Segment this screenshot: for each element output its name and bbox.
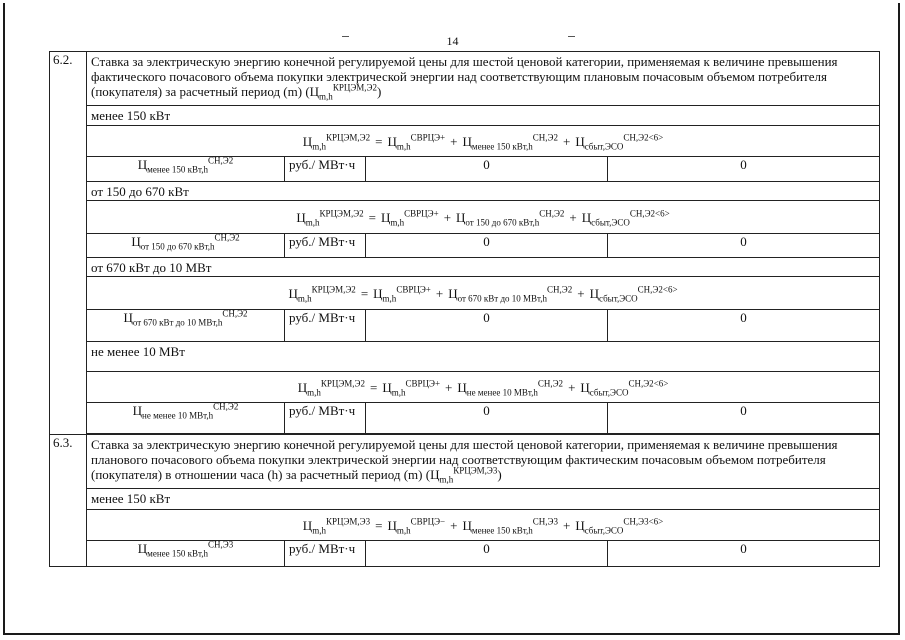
- page-number: 14: [446, 34, 459, 48]
- scan-mark: [342, 36, 349, 37]
- value-cell: 0: [608, 541, 880, 567]
- power-range-label: менее 150 кВт: [87, 489, 880, 510]
- table-row: [50, 310, 880, 342]
- section-description: Ставка за электрическую энергию конечной регулируемой цены для шестой ценовой категории, применяемая к величине превышения планового почасового объема покупки электрической энергии над соответствующим фактическим почасовым объемом потребителя (покупателя) в отношении часа (h) за расчетный период (m) $(Ц_{m,h}^{КРЦЭМ,Э3})$: [87, 435, 880, 489]
- power-range-label: от 670 кВт до 10 МВт: [87, 258, 880, 277]
- power-range-label: не менее 10 МВт: [87, 342, 880, 372]
- value-cell: 0: [366, 234, 608, 258]
- section-header-row: [50, 435, 880, 489]
- table-row: [50, 157, 880, 182]
- formula: $Ц_{m,h}^{КРЦЭМ,Э2} = Ц_{m,h}^{СВРЦЭ+} + Ц_{от 670 кВт до 10 МВт,h}^{СН,Э2} + Ц_{сбыт,ЭСО}^{СН,Э2<6>}$: [87, 277, 880, 310]
- unit-cell: руб./ МВт·ч: [285, 403, 366, 434]
- rate-symbol: $Ц_{менее 150 кВт,h}^{СН,Э3}$: [87, 541, 285, 567]
- section-description: Ставка за электрическую энергию конечной регулируемой цены для шестой ценовой категории, применяемая к величине превышения фактического почасового объема покупки электрической энергии над соответствующим плановым почасовым объемом потребителя (покупателя) за расчетный период (m) $(Ц_{m,h}^{КРЦЭМ,Э2})$: [87, 52, 880, 106]
- value-cell: 0: [608, 310, 880, 342]
- value-cell: 0: [608, 234, 880, 258]
- formula: $Ц_{m,h}^{КРЦЭМ,Э2} = Ц_{m,h}^{СВРЦЭ+} + Ц_{не менее 10 МВт,h}^{СН,Э2} + Ц_{сбыт,ЭСО}^{СН,Э2<6>}$: [87, 372, 880, 403]
- value-cell: 0: [366, 310, 608, 342]
- value-cell: 0: [366, 157, 608, 182]
- unit-cell: руб./ МВт·ч: [285, 310, 366, 342]
- table-row: [50, 234, 880, 258]
- table-row: [50, 541, 880, 567]
- table-row: [50, 403, 880, 434]
- section-header-row: [50, 52, 880, 106]
- scan-mark: [568, 36, 575, 37]
- unit-cell: руб./ МВт·ч: [285, 234, 366, 258]
- rate-symbol: $Ц_{от 670 кВт до 10 МВт,h}^{СН,Э2}$: [87, 310, 285, 342]
- value-cell: 0: [366, 403, 608, 434]
- formula: $Ц_{m,h}^{КРЦЭМ,Э3} = Ц_{m,h}^{СВРЦЭ-} + Ц_{менее 150 кВт,h}^{СН,Э3} + Ц_{сбыт,ЭСО}^{СН,Э3<6>}$: [87, 510, 880, 541]
- value-cell: 0: [608, 157, 880, 182]
- power-range-label: менее 150 кВт: [87, 106, 880, 126]
- unit-cell: руб./ МВт·ч: [285, 157, 366, 182]
- tariff-table: [49, 51, 880, 567]
- rate-symbol: $Ц_{не менее 10 МВт,h}^{СН,Э2}$: [87, 403, 285, 434]
- section-number: 6.2.: [50, 52, 87, 435]
- value-cell: 0: [366, 541, 608, 567]
- unit-cell: руб./ МВт·ч: [285, 541, 366, 567]
- formula: $Ц_{m,h}^{КРЦЭМ,Э2} = Ц_{m,h}^{СВРЦЭ+} + Ц_{менее 150 кВт,h}^{СН,Э2} + Ц_{сбыт,ЭСО}^{СН,Э2<6>}$: [87, 126, 880, 157]
- section-number: 6.3.: [50, 435, 87, 567]
- formula: $Ц_{m,h}^{КРЦЭМ,Э2} = Ц_{m,h}^{СВРЦЭ+} + Ц_{от 150 до 670 кВт,h}^{СН,Э2} + Ц_{сбыт,ЭСО}^{СН,Э2<6>}$: [87, 201, 880, 234]
- rate-symbol: $Ц_{от 150 до 670 кВт,h}^{СН,Э2}$: [87, 234, 285, 258]
- power-range-label: от 150 до 670 кВт: [87, 182, 880, 201]
- value-cell: 0: [608, 403, 880, 434]
- rate-symbol: $Ц_{менее 150 кВт,h}^{СН,Э2}$: [87, 157, 285, 182]
